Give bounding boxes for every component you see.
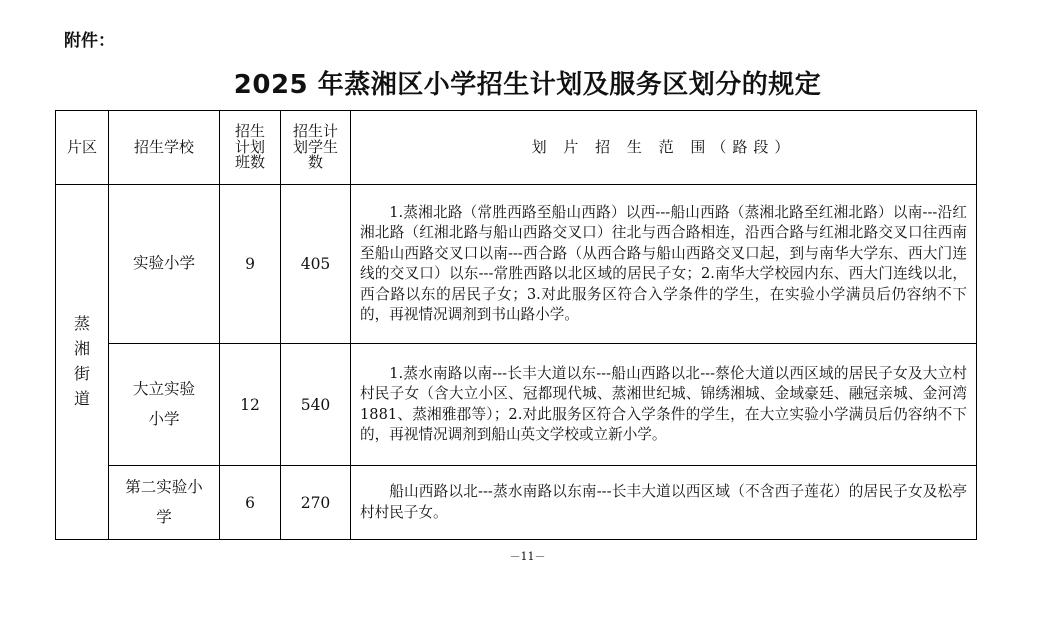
area-cell — [56, 185, 109, 540]
attachment-label: 附件： — [64, 31, 115, 51]
area-name: 蒸湘街道 — [73, 314, 90, 408]
page-title: 2025 年蒸湘区小学招生计划及服务区划分的规定 — [233, 70, 822, 100]
school-name: 大立实验小学 — [109, 344, 220, 466]
student-count: 540 — [281, 344, 351, 466]
table-row — [56, 344, 977, 466]
header-classes: 招生计划班数 — [220, 111, 281, 185]
class-count: 6 — [220, 466, 281, 540]
header-range: 划 片 招 生 范 围（路段） — [351, 111, 977, 185]
school-name: 实验小学 — [109, 185, 220, 344]
table-row — [56, 185, 977, 344]
header-area: 片区 — [56, 111, 109, 185]
enrollment-range: 1.蒸水南路以南---长丰大道以东---船山西路以北---蔡伦大道以西区域的居民子女及大立村村民子女（含大立小区、冠都现代城、蒸湘世纪城、锦绣湘城、金域豪廷、融冠亲城、金河湾 1881、蒸湘雅郡等）；2.对此服务区符合入学条件的学生，在大立实验小学满员后仍容纳不下的，再视情况调剂到船山英文学校或立新小学。 — [351, 344, 977, 466]
student-count: 405 — [281, 185, 351, 344]
class-count: 12 — [220, 344, 281, 466]
enrollment-plan-table — [55, 110, 977, 540]
header-school: 招生学校 — [109, 111, 220, 185]
enrollment-range: 1.蒸湘北路（常胜西路至船山西路）以西---船山西路（蒸湘北路至红湘北路）以南---沿红湘北路（红湘北路与船山西路交叉口）往北与西合路相连，沿西合路与红湘北路交叉口往西南至船山西路交叉口以南---西合路（从西合路与船山西路交叉口起，到与南华大学东、西大门连线的交叉口）以东---常胜西路以北区域的居民子女；2.南华大学校园内东、西大门连线以北，西合路以东的居民子女；3.对此服务区符合入学条件的学生，在实验小学满员后仍容纳不下的，再视情况调剂到书山路小学。 — [351, 185, 977, 344]
school-name: 第二实验小学 — [109, 466, 220, 540]
class-count: 9 — [220, 185, 281, 344]
student-count: 270 — [281, 466, 351, 540]
enrollment-range: 船山西路以北---蒸水南路以东南---长丰大道以西区域（不含西子莲花）的居民子女及松亭村村民子女。 — [351, 466, 977, 540]
table-row — [56, 466, 977, 540]
page-number: －11－ — [509, 550, 546, 563]
header-students: 招生计划学生数 — [281, 111, 351, 185]
table-header-row — [56, 111, 977, 185]
